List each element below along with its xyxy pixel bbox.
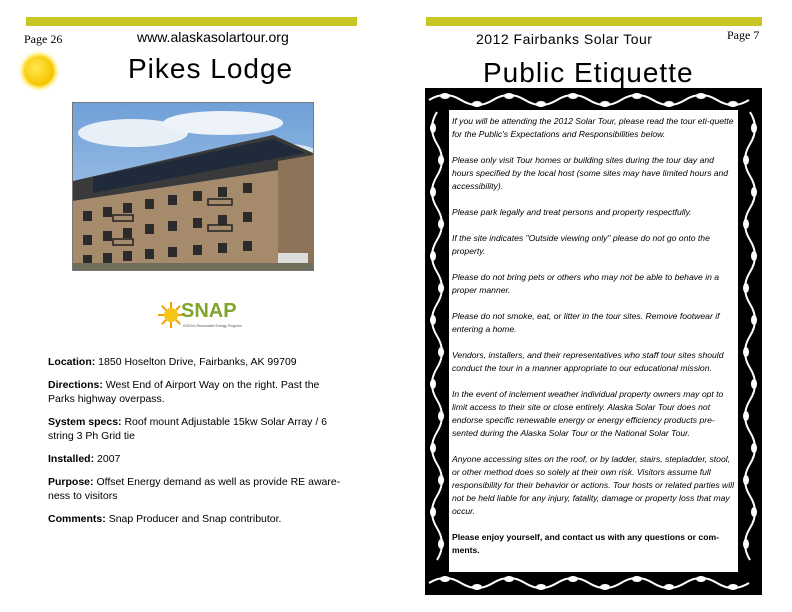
etiquette-paragraph-4: If the site indicates "Outside viewing only" please do not go onto the property. (452, 233, 710, 256)
etiquette-closing: Please enjoy yourself, and contact us with any questions or com-ments. (452, 532, 719, 555)
building-photo (72, 102, 314, 271)
pikes-lodge-photo (73, 103, 313, 270)
etiquette-paragraph-2: Please only visit Tour homes or building sites during the tour day and hours specified by the local host (some sites may have limited hours and accessibility). (452, 155, 729, 191)
left-page-title: Pikes Lodge (128, 53, 294, 84)
detail-purpose: Purpose: Offset Energy demand as well as provide RE aware-ness to visitors (48, 476, 341, 502)
etiquette-paragraph-7: Vendors, installers, and their representatives who staff tour sites should conduct the tour in a manner appropriate to our educational mission. (452, 350, 724, 373)
site-url[interactable]: www.alaskasolartour.org (137, 29, 289, 45)
detail-installed: Installed: 2007 (48, 453, 121, 465)
etiquette-text (452, 115, 734, 570)
right-page-number: Page 7 (727, 28, 760, 42)
etiquette-paragraph-3: Please park legally and treat persons and property respectfully. (452, 207, 692, 217)
snap-logo-text: SNAP (181, 300, 237, 322)
etiquette-paragraph-6: Please do not smoke, eat, or litter in the tour sites. Remove footwear if entering a home. (452, 311, 720, 334)
left-page-number: Page 26 (24, 32, 63, 46)
detail-comments: Comments: Snap Producer and Snap contributor. (48, 513, 282, 525)
etiquette-paragraph-8: In the event of inclement weather individual property owners may opt to limit access to their site or close entirely. Alaska Solar Tour does not endorse specific renewable energy or energy efficiency products pre-sented during the Alaska Solar Tour or the National Solar Tour. (452, 389, 724, 438)
etiquette-paragraph-9: Anyone accessing sites on the roof, or by ladder, stairs, stepladder, stool, or other method does so solely at their own risk. Visitors assume full responsibility for their behavior or actions. Tour hosts or related parties will not be held liable for any injury, fatality, damage or property loss that may occur. (452, 454, 734, 516)
left-header-bar (26, 17, 357, 26)
detail-location: Location: 1850 Hoselton Drive, Fairbanks, AK 99709 (48, 356, 297, 368)
sun-icon (24, 56, 54, 86)
right-page-title: Public Etiquette (483, 57, 694, 88)
right-header-bar (426, 17, 762, 26)
detail-system-specs: System specs: Roof mount Adjustable 15kw Solar Array / 6 string 3 Ph Grid tie (48, 416, 327, 442)
detail-directions: Directions: West End of Airport Way on the right. Past the Parks highway overpass. (48, 379, 320, 405)
snap-logo-subtitle: GVEA's Renewable Energy Program (183, 324, 242, 328)
etiquette-paragraph-1: If you will be attending the 2012 Solar Tour, please read the tour eti-quette for the Public's Expectations and Responsibilities below. (452, 116, 734, 139)
site-details (48, 355, 346, 535)
snap-logo (157, 297, 247, 333)
etiquette-paragraph-5: Please do not bring pets or others who may not be able to behave in a proper manner. (452, 272, 720, 295)
right-page-header: 2012 Fairbanks Solar Tour (476, 31, 653, 47)
